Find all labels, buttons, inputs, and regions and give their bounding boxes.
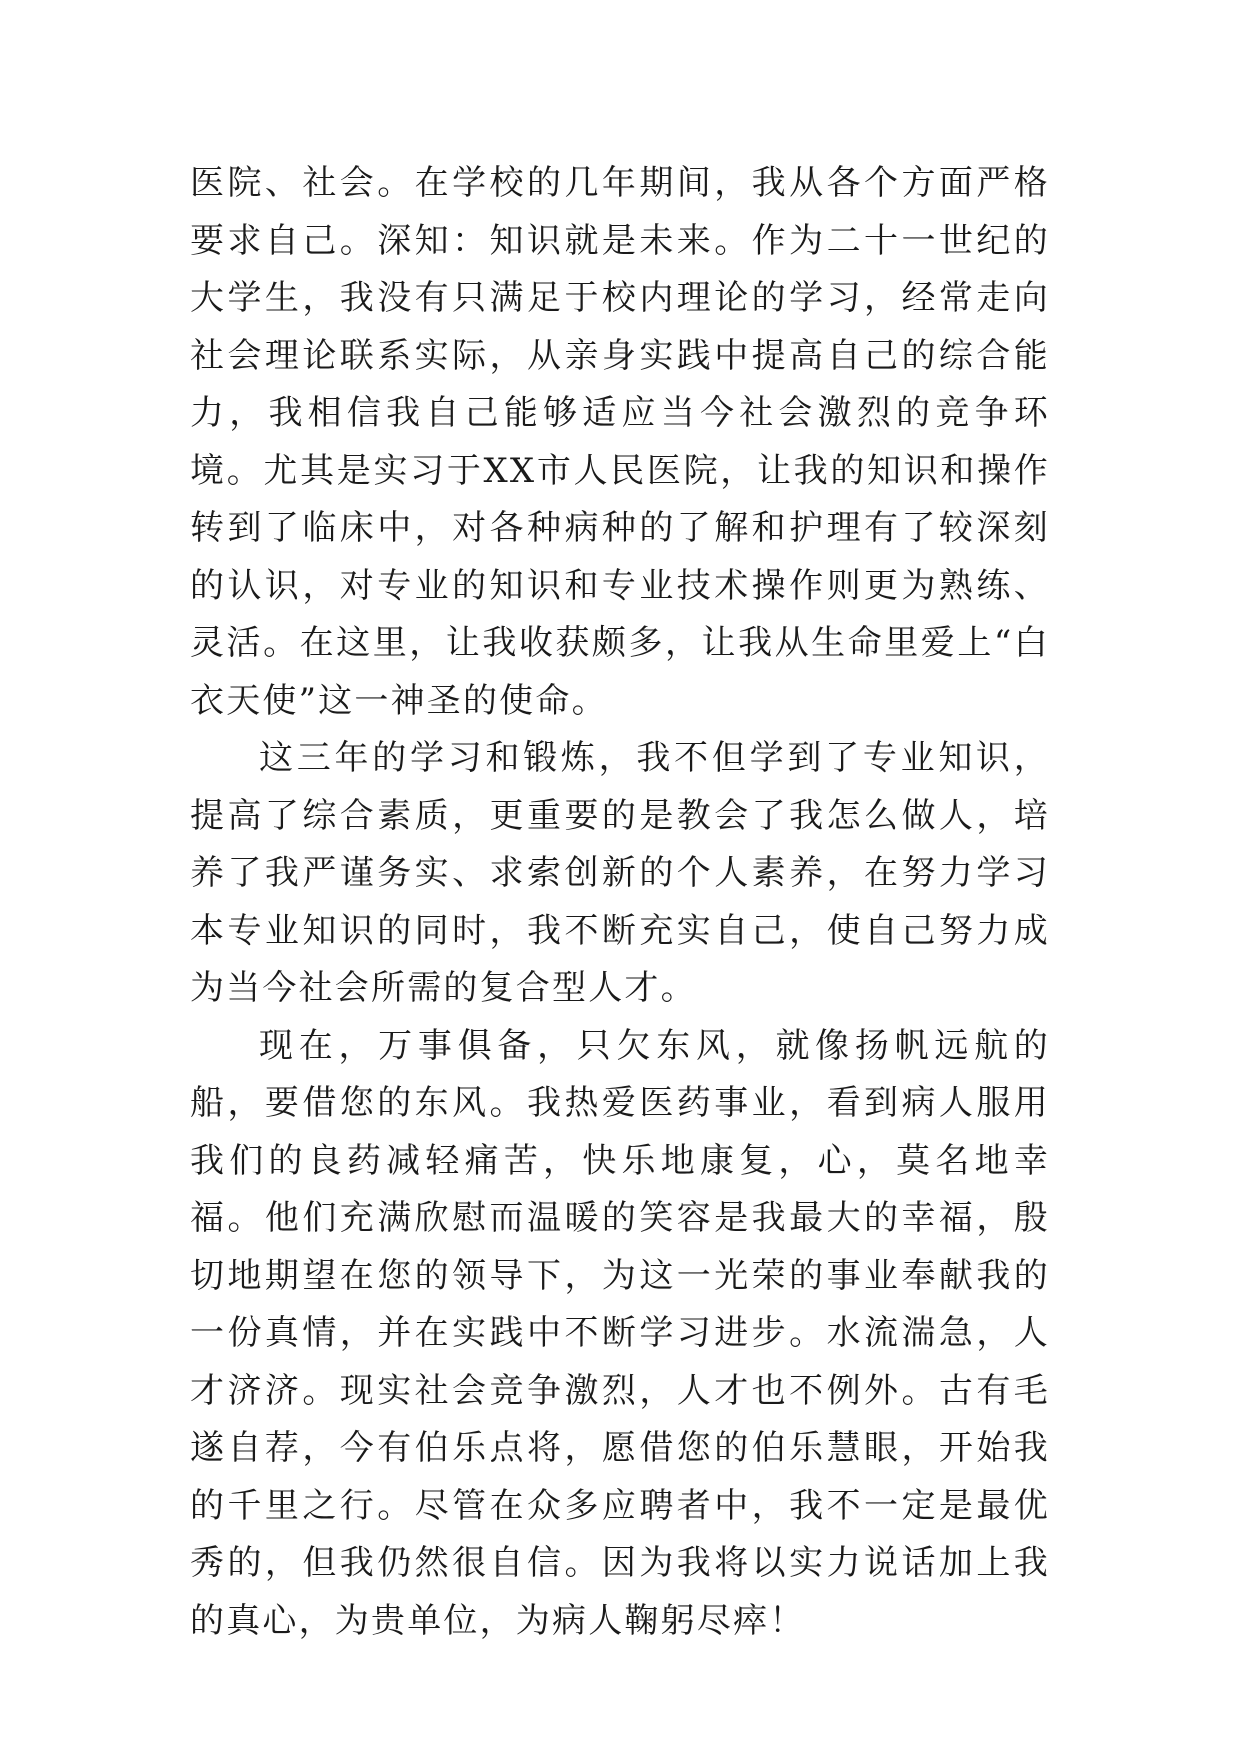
paragraph-3: 现在，万事俱备，只欠东风，就像扬帆远航的船，要借您的东风。我热爱医药事业，看到病人服用我们的良药减轻痛苦，快乐地康复，心，莫名地幸福。他们充满欣慰而温暖的笑容是我最大的幸福，殷切地期望在您的领导下，为这一光荣的事业奉献我的一份真情，并在实践中不断学习进步。水流湍急，人才济济。现实社会竞争激烈，人才也不例外。古有毛遂自荐，今有伯乐点将，愿借您的伯乐慧眼，开始我的千里之行。尽管在众多应聘者中，我不一定是最优秀的，但我仍然很自信。因为我将以实力说话加上我的真心，为贵单位，为病人鞠躬尽瘁！	[190, 1025, 1050, 1641]
paragraph-1: 医院、社会。在学校的几年期间，我从各个方面严格要求自己。深知：知识就是未来。作为二十一世纪的大学生，我没有只满足于校内理论的学习，经常走向社会理论联系实际，从亲身实践中提高自己的综合能力，我相信我自己能够适应当今社会激烈的竞争环境。尤其是实习于XX市人民医院，让我的知识和操作转到了临床中，对各种病种的了解和护理有了较深刻的认识，对专业的知识和专业技术操作则更为熟练、灵活。在这里，让我收获颇多，让我从生命里爱上“白衣天使”这一神圣的使命。	[190, 163, 1050, 721]
paragraph-2: 这三年的学习和锻炼，我不但学到了专业知识，提高了综合素质，更重要的是教会了我怎么做人，培养了我严谨务实、求索创新的个人素养，在努力学习本专业知识的同时，我不断充实自己，使自己努力成为当今社会所需的复合型人才。	[190, 738, 1050, 1008]
document-body	[190, 155, 1050, 1650]
